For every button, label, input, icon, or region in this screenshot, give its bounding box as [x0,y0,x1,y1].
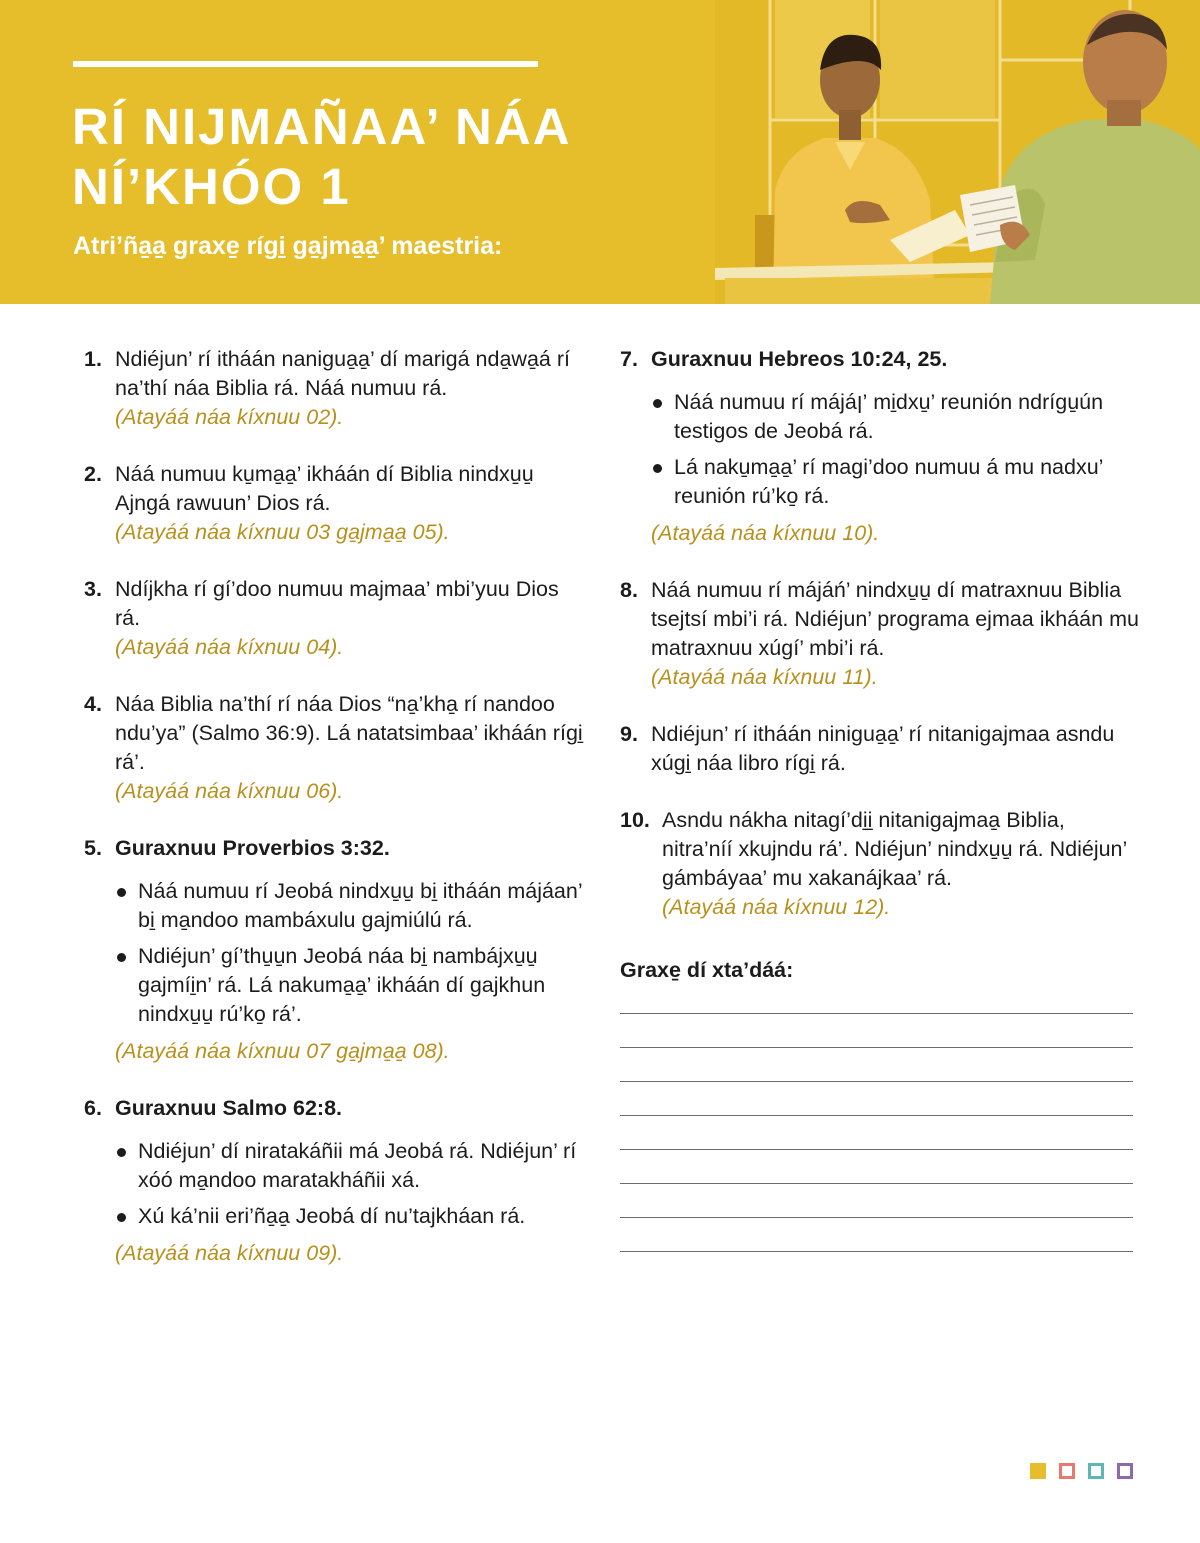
questions-left-column [84,345,584,1296]
lesson-reference: (Atayáá náa kíxnuu 07 ga̱jma̱a̱ 08). [115,1039,450,1063]
question-number: 3. [84,577,102,601]
lesson-reference: (Atayáá náa kíxnuu 02). [115,405,344,429]
bullet-list [651,388,1140,511]
question-number: 1. [84,347,102,371]
question-item [620,806,1140,922]
bullet-item: Náá numuu rí májáן’ mi̱dxu̱’ reunión ndrígu̱ún testigos de Jeobá rá. [651,388,1140,446]
bullet-item: Xú ká’nii eri’ña̱a̱ Jeobá dí nu’tajkháan rá. [115,1202,584,1231]
bullet-item: Ndiéjun’ dí niratakáñii má Jeobá rá. Ndiéjun’ rí xóó ma̱ndoo maratakháñii xá. [115,1137,584,1195]
square-coral-icon [1059,1463,1075,1479]
question-number: 6. [84,1096,102,1120]
note-line[interactable] [620,1183,1133,1184]
note-line[interactable] [620,1013,1133,1014]
scripture-heading: Guraxnuu Proverbios 3:32. [115,836,390,860]
question-item [620,720,1140,778]
header-banner [0,0,1200,304]
question-text: Asndu nákha nitagí’di̱i̱ nitanigajmaa̱ Biblia, nitra’níí xkujndu rá’. Ndiéjun’ nindxu̱u̱ rá. Ndiéjun’ gámbáyaa’ mu xakanájkaa’ rá. [662,808,1127,890]
question-text: Náá numuu rí májáń’ nindxu̱u̱ dí matraxnuu Biblia tsejtsí mbi’i rá. Ndiéjun’ programa ejmaa ikháán mu matraxnuu xúgí’ mbi’i rá. [651,578,1139,660]
square-teal-icon [1088,1463,1104,1479]
bullet-item: Lá naku̱ma̱a̱’ rí magi’doo numuu á mu nadxu’ reunión rú’ko̱ rá. [651,453,1140,511]
question-number: 4. [84,692,102,716]
note-line[interactable] [620,1047,1133,1048]
question-number: 2. [84,462,102,486]
question-item [84,460,584,547]
question-item [84,1094,584,1268]
study-illustration [715,0,1200,304]
question-item [84,834,584,1066]
bullet-item: Náá numuu rí Jeobá nindxu̱u̱ bi̱ itháán májáan’ bi̱ ma̱ndoo mambáxulu gajmiúlú rá. [115,877,584,935]
note-line[interactable] [620,1081,1133,1082]
note-line[interactable] [620,1149,1133,1150]
question-text: Ndiéjun’ rí itháán nanigua̱a̱’ dí marigá nda̱wa̱á rí na’thí náa Biblia rá. Náá numuu rá. [115,347,570,400]
question-number: 8. [620,578,638,602]
question-text: Náá numuu ku̱ma̱a̱’ ikháán dí Biblia nindxu̱u̱ Ajngá rawuun’ Dios rá. [115,462,534,515]
question-item [620,576,1140,692]
page-title: RÍ NIJMAÑAA’ NÁA NÍ’KHÓO 1 [72,98,570,215]
notes-label: Graxe̱ dí xta’dáá: [620,958,794,982]
question-item [84,345,584,432]
lesson-reference: (Atayáá náa kíxnuu 04). [115,635,344,659]
lesson-reference: (Atayáá náa kíxnuu 11). [651,665,878,689]
question-text: Ndíjkha rí gí’doo numuu majmaa’ mbi’yuu Dios rá. [115,577,559,630]
question-text: Náa Biblia na’thí rí náa Dios “na̱’kha̱ rí nandoo ndu’ya” (Salmo 36:9). Lá natatsimbaa’ ikháán rígi̱ rá’. [115,692,583,774]
bullet-list [115,877,584,1029]
question-number: 5. [84,836,102,860]
decorative-squares [1030,1463,1135,1483]
question-item [620,345,1140,548]
questions-right-column [620,345,1140,950]
header-rule [73,61,538,67]
lesson-reference: (Atayáá náa kíxnuu 09). [115,1241,344,1265]
lesson-reference: (Atayáá náa kíxnuu 03 ga̱jma̱a̱ 05). [115,520,450,544]
note-line[interactable] [620,1251,1133,1252]
question-number: 10. [620,808,650,832]
note-line[interactable] [620,1115,1133,1116]
question-item [84,690,584,806]
note-line[interactable] [620,1217,1133,1218]
question-text: Ndiéjun’ rí itháán ninigua̱a̱’ rí nitanigajmaa asndu xúgi̱ náa libro rígi̱ rá. [651,722,1115,775]
scripture-heading: Guraxnuu Salmo 62:8. [115,1096,343,1120]
square-gold-icon [1030,1463,1046,1479]
lesson-reference: (Atayáá náa kíxnuu 12). [662,895,891,919]
square-purple-icon [1117,1463,1133,1479]
question-number: 9. [620,722,638,746]
bullet-list [115,1137,584,1231]
lesson-reference: (Atayáá náa kíxnuu 06). [115,779,344,803]
page-subtitle: Atri’ña̱a̱ graxe̱ rígi̱ ga̱jma̱a̱’ maestria: [73,232,503,260]
lesson-reference: (Atayáá náa kíxnuu 10). [651,521,880,545]
question-item [84,575,584,662]
question-number: 7. [620,347,638,371]
bullet-item: Ndiéjun’ gí’thu̱u̱n Jeobá náa bi̱ nambájxu̱u̱ gajmíi̱n’ rá. Lá nakuma̱a̱’ ikháán dí gajkhun nindxu̱u̱ rú’ko̱ rá’. [115,942,584,1029]
scripture-heading: Guraxnuu Hebreos 10:24, 25. [651,347,948,371]
